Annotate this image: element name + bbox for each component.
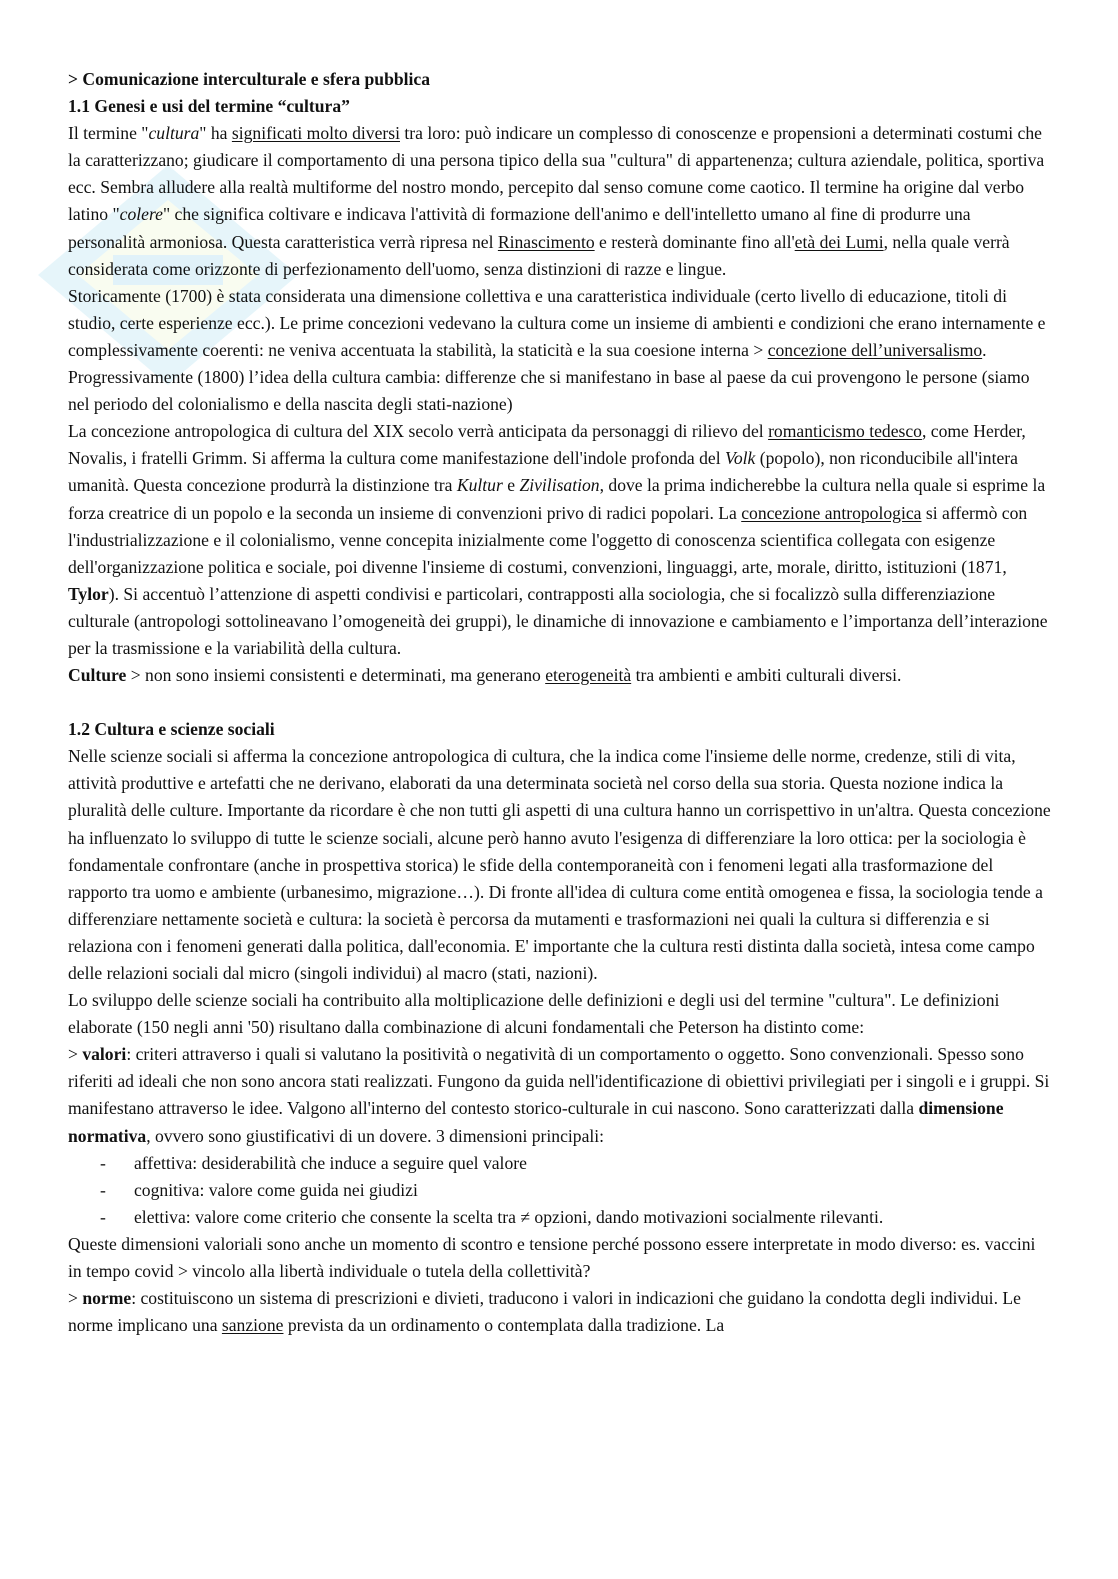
paragraph-gap: [68, 689, 1052, 716]
document-page: [68, 66, 1052, 1339]
document-heading: > Comunicazione interculturale e sfera pubblica: [68, 69, 431, 89]
paragraph: > valori: criteri attraverso i quali si valutano la positività o negatività di un comportamento o oggetto. Sono convenzionali. Spesso sono riferiti ad ideali che non sono ancora stati realizzati. Fungono da guida nell'identificazione di obiettivi privilegiati per i singoli e i gruppi. Si manifestano attraverso le idee. Valgono all'interno del contesto storico-culturale in cui nascono. Sono caratterizzati dalla dimensione normativa, ovvero sono giustificativi di un dovere. 3 dimensioni principali:: [68, 1044, 1050, 1146]
section-title-1-2: 1.2 Cultura e scienze sociali: [68, 719, 275, 740]
paragraph: Queste dimensioni valoriali sono anche un momento di scontro e tensione perché possono essere interpretate in modo diverso: es. vaccini in tempo covid > vincolo alla libertà individuale o tutela della collettività?: [68, 1233, 1036, 1282]
list-item: - elettiva: valore come criterio che consente la scelta tra ≠ opzioni, dando motivazioni socialmente rilevanti.: [68, 1204, 1052, 1231]
paragraph: Storicamente (1700) è stata considerata una dimensione collettiva e una caratteristica individuale (certo livello di educazione, titoli di studio, certe esperienze ecc.). Le prime concezioni vedevano la cultura come un insieme di ambienti e condizioni che erano internamente e complessivamente coerenti: ne veniva accentuata la stabilità, la staticità e la sua coesione interna > concezione dell’universalismo. Progressivamente (1800) l’idea della cultura cambia: differenze che si manifestano in base al paese da cui provengono le persone (siamo nel periodo del colonialismo e della nascita degli stati-nazione): [68, 285, 1046, 415]
paragraph: La concezione antropologica di cultura del XIX secolo verrà anticipata da personaggi di rilievo del romanticismo tedesco, come Herder, Novalis, i fratelli Grimm. Si afferma la cultura come manifestazione dell'indole profonda del Volk (popolo), non riconducibile all'intera umanità. Questa concezione produrrà la distinzione tra Kultur e Zivilisation, dove la prima indicherebbe la cultura nella quale si esprime la forza creatrice di un popolo e la seconda un insieme di convenzioni privo di radici popolari. La concezione antropologica si affermò con l'industrializzazione e il colonialismo, venne concepita inizialmente come l'oggetto di conoscenza scientifica collegata con esigenze dell'organizzazione politica e sociale, poi divenne l'insieme di costumi, convenzioni, linguaggi, arte, morale, diritto, istituzioni (1871, Tylor). Si accentuò l’attenzione di aspetti condivisi e particolari, contrapposti alla sociologia, che si focalizzò sulla differenziazione culturale (antropologi sottolineavano l’omogeneità dei gruppi), le dinamiche di innovazione e cambiamento e l’importanza dell’interazione per la trasmissione e la variabilità della cultura.: [68, 421, 1048, 658]
dimension-list: [68, 1150, 1052, 1231]
list-item: - cognitiva: valore come guida nei giudizi: [68, 1177, 1052, 1204]
paragraph: Nelle scienze sociali si afferma la concezione antropologica di cultura, che la indica come l'insieme delle norme, credenze, stili di vita, attività produttive e artefatti che ne derivano, elaborati da una determinata società nel corso della sua storia. Questa nozione indica la pluralità delle culture. Importante da ricordare è che non tutti gli aspetti di una cultura hanno un corrispettivo in un'altra. Questa concezione ha influenzato lo sviluppo di tutte le scienze sociali, alcune però hanno avuto l'esigenza di differenziare la loro ottica: per la sociologia è fondamentale confrontare (anche in prospettiva storica) le sfide della contemporaneità con i fenomeni legati alla trasformazione del rapporto tra uomo e ambiente (urbanesimo, migrazione…). Di fronte all'idea di cultura come entità omogenea e fissa, la sociologia tende a differenziare nettamente società e cultura: la società è percorsa da mutamenti e trasformazioni nei quali la cultura si differenzia e si relaziona con i fenomeni generati dalla politica, dall'economia. E' importante che la cultura resti distinta dalla società, intesa come campo delle relazioni sociali dal micro (singoli individui) al macro (stati, nazioni).: [68, 746, 1051, 983]
paragraph: > norme: costituiscono un sistema di prescrizioni e divieti, traducono i valori in indicazioni che guidano la condotta degli individui. Le norme implicano una sanzione prevista da un ordinamento o contemplata dalla tradizione. La: [68, 1288, 1021, 1336]
section-title-1-1: 1.1 Genesi e usi del termine “cultura”: [68, 96, 350, 117]
list-item: - affettiva: desiderabilità che induce a seguire quel valore: [68, 1150, 1052, 1177]
paragraph: Il termine "cultura" ha significati molto diversi tra loro: può indicare un complesso di conoscenze e propensioni a determinati costumi che la caratterizzano; giudicare il comportamento di una persona tipico della sua "cultura" di appartenenza; cultura aziendale, politica, sportiva ecc. Sembra alludere alla realtà multiforme del nostro mondo, percepito dal senso comune come caotico. Il termine ha origine dal verbo latino "colere" che significa coltivare e indicava l'attività di formazione dell'animo e dell'intelletto umano al fine di produrre una personalità armoniosa. Questa caratteristica verrà ripresa nel Rinascimento e resterà dominante fino all'età dei Lumi, nella quale verrà considerata come orizzonte di perfezionamento dell'uomo, senza distinzioni di razze e lingue.: [68, 123, 1045, 279]
paragraph: Culture > non sono insiemi consistenti e determinati, ma generano eterogeneità tra ambienti e ambiti culturali diversi.: [68, 665, 902, 686]
paragraph: Lo sviluppo delle scienze sociali ha contribuito alla moltiplicazione delle definizioni e degli usi del termine "cultura". Le definizioni elaborate (150 negli anni '50) risultano dalla combinazione di alcuni fondamentali che Peterson ha distinto come:: [68, 990, 1000, 1038]
